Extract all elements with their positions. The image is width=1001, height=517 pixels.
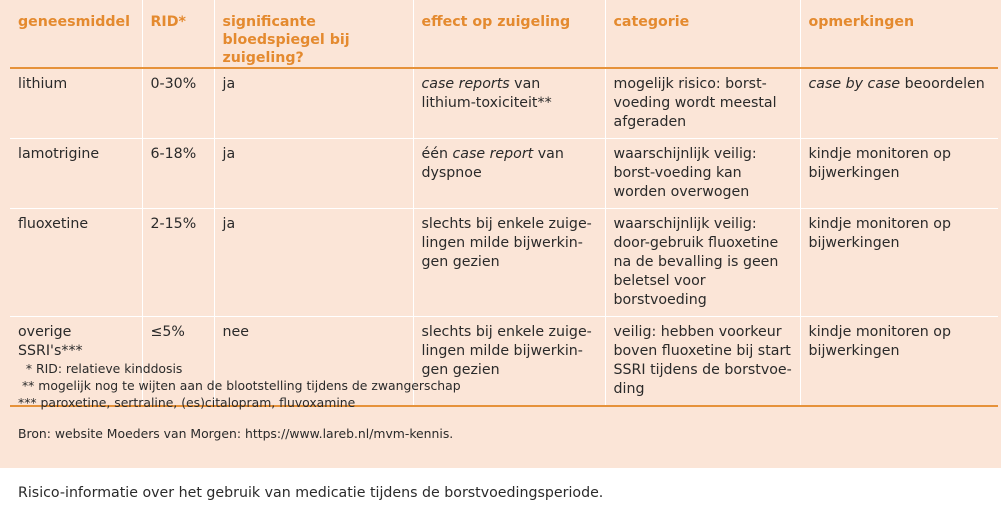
footnote-ssris: *** paroxetine, sertraline, (es)citalopram, fluvoxamine: [18, 395, 356, 410]
header-rid: RID*: [142, 0, 214, 68]
source-note: Bron: website Moeders van Morgen: https://www.lareb.nl/mvm-kennis.: [18, 426, 454, 441]
cell-effect: [413, 68, 605, 139]
medication-table: [10, 0, 998, 407]
header-bloodlevel: significante bloedspiegel bij zuigeling?: [214, 0, 413, 68]
cell-effect: [413, 209, 605, 317]
cell-drug: lamotrigine: [10, 139, 142, 209]
cell-remarks: [800, 209, 998, 317]
header-category: categorie: [605, 0, 800, 68]
text: slechts bij enkele zuige-lingen milde bijwerkin-gen gezien: [421, 216, 592, 270]
cell-bloodlevel: nee: [214, 317, 413, 407]
footnotes: [18, 360, 461, 442]
cell-remarks: [800, 139, 998, 209]
cell-bloodlevel: ja: [214, 209, 413, 317]
italic-text: case by case: [808, 76, 901, 92]
text: kindje monitoren op bijwerkingen: [808, 146, 951, 181]
cell-rid: ≤5%: [142, 317, 214, 407]
text: kindje monitoren op bijwerkingen: [808, 324, 951, 359]
cell-rid: 6-18%: [142, 139, 214, 209]
cell-drug: overige SSRI's***: [10, 317, 142, 407]
footnote-pregnancy: ** mogelijk nog te wijten aan de blootstelling tijdens de zwangerschap: [18, 378, 461, 393]
table-header-row: [10, 0, 998, 68]
cell-remarks: [800, 68, 998, 139]
table-row: [10, 68, 998, 139]
text: kindje monitoren op bijwerkingen: [808, 216, 951, 251]
cell-remarks: [800, 317, 998, 407]
table-row: [10, 209, 998, 317]
cell-category: mogelijk risico: borst-voeding wordt meestal afgeraden: [605, 68, 800, 139]
italic-text: case reports: [421, 76, 510, 92]
text: slechts bij enkele zuige-lingen milde bijwerkin-gen gezien: [421, 324, 592, 378]
header-drug: geneesmiddel: [10, 0, 142, 68]
cell-effect: [413, 139, 605, 209]
figure-caption: Risico-informatie over het gebruik van medicatie tijdens de borstvoedingsperiode.: [18, 485, 604, 501]
table-row: [10, 139, 998, 209]
header-effect: effect op zuigeling: [413, 0, 605, 68]
cell-rid: 0-30%: [142, 68, 214, 139]
italic-text: case report: [452, 146, 534, 162]
cell-drug: lithium: [10, 68, 142, 139]
cell-bloodlevel: ja: [214, 139, 413, 209]
text: één: [421, 146, 453, 162]
footnote-rid: * RID: relatieve kinddosis: [18, 361, 183, 376]
cell-rid: 2-15%: [142, 209, 214, 317]
cell-category: waarschijnlijk veilig: borst-voeding kan worden overwogen: [605, 139, 800, 209]
cell-drug: fluoxetine: [10, 209, 142, 317]
header-remarks: opmerkingen: [800, 0, 998, 68]
text: beoordelen: [900, 76, 985, 92]
text: van lithium-toxiciteit**: [421, 76, 552, 111]
cell-category: waarschijnlijk veilig: door-gebruik fluoxetine na de bevalling is geen beletsel voor borstvoeding: [605, 209, 800, 317]
cell-category: veilig: hebben voorkeur boven fluoxetine bij start SSRI tijdens de borstvoe-ding: [605, 317, 800, 407]
cell-bloodlevel: ja: [214, 68, 413, 139]
text: van dyspnoe: [421, 146, 564, 181]
